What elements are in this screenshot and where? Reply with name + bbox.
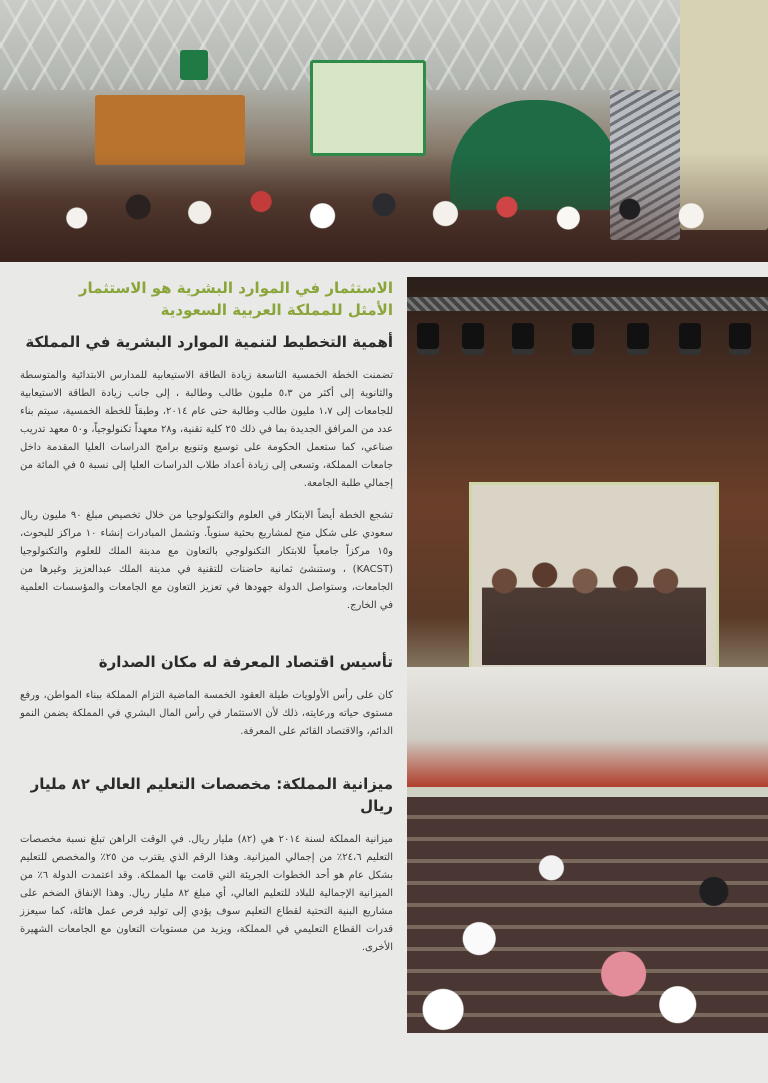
stage-light-icon <box>627 323 649 349</box>
conference-panel-photo <box>407 277 768 1033</box>
booth-center <box>310 60 426 156</box>
visitors-crowd <box>0 152 768 262</box>
exhibition-hall-photo <box>0 0 768 262</box>
lighting-rig <box>407 297 768 311</box>
section-paragraph: تشجع الخطة أيضاً الابتكار في العلوم والتكنولوجيا من خلال تخصيص مبلغ ٩٠ مليون ريال سعودي على شكل منح لمشاريع بحثية سنوياً. وتشمل المبادرات إنشاء ١٠ مراكز للبحوث، و١٥ مركزاً جامعياً للابتكار التكنولوجي بالتعاون مع مدينة الملك للعلوم والتكنولوجيا (KACST) ، وستنشئ ثمانية حاضنات للتقنية في مدينة الملك عبدالعزيز وغيرها من الجامعات، وستواصل الدولة جهودها في تعزيز التعاون مع الجامعات والمؤسسات العلمية في الخارج. <box>20 510 393 611</box>
stage-light-icon <box>729 323 751 349</box>
audience-members <box>407 797 768 1033</box>
stage-light-icon <box>462 323 484 349</box>
section-paragraph: كان على رأس الأولويات طيلة العقود الخمسة الماضية التزام المملكة ببناء المواطن، ورفع مستوى حياته ورعايته، ذلك لأن الاستثمار في رأس المال البشري في المملكة يضمن النمو الدائم، والاقتصاد القائم على المعرفة. <box>20 690 393 737</box>
panel-stage <box>407 667 768 787</box>
screen-group-photo <box>482 545 706 665</box>
section-heading-knowledge-economy: تأسيس اقتصاد المعرفة له مكان الصدارة <box>98 653 393 671</box>
main-title-line-1: الاستثمار في الموارد البشرية هو الاستثمار <box>78 279 393 297</box>
article-main-title <box>20 277 393 321</box>
stage-light-icon <box>679 323 701 349</box>
main-title-line-2: الأمثل للمملكة العربية السعودية <box>160 301 393 319</box>
section-paragraph: تضمنت الخطة الخمسية التاسعة زيادة الطاقة الاستيعابية للمدارس الابتدائية والمتوسطة والثانوية إلى أكثر من ٥،٣ مليون طالب وطالبة ، إلى جانب زيادة الطاقة الاستيعابية للجامعات إلى ١،٧ مليون طالب وطالبة حتى عام ٢٠١٤، وطبقاً للخطة الخمسية، سيتم بناء عدد من المرافق الجديدة بما في ذلك ٢٥ كلية تقنية، و٢٨ معهداً تكنولوجياً، و٥٠ معهد تدريب صناعي، كما ستعمل الحكومة على توسيع وتنويع برامج الدراسات العليا المقدمة داخل جامعات المملكة، وتسعى إلى زيادة أعداد طلاب الدراسات العليا إلى نسبة ٥ في المائة من إجمالي طلبة الجامعة. <box>20 370 393 489</box>
section-heading-budget: ميزانية المملكة: مخصصات التعليم العالي ٨٢ مليار ريال <box>30 775 393 815</box>
booth-green-left <box>180 50 208 80</box>
stage-light-icon <box>512 323 534 349</box>
article-column <box>20 277 393 971</box>
stage-light-icon <box>417 323 439 349</box>
section-paragraph: ميزانية المملكة لسنة ٢٠١٤ هي (٨٢) مليار ريال. في الوقت الراهن تبلغ نسبة مخصصات التعليم ٢٤،٦٪ من إجمالي الميزانية. وهذا الرقم الذي يقترب من ٢٥٪ والمخصص للتعليم بشكل عام هو أحد الخطوات الجريئة التي قامت بها المملكة. وقد اعتمدت الدولة ٦٪ من الميزانية الإجمالية للبلاد للتعليم العالي، أي مبلغ ٨٢ مليار ريال. وهذا الإنفاق الضخم على مشاريع البنية التحتية لقطاع التعليم سوف يؤدي إلى توليد فرص عمل هائلة، كما سيعزز قدرات القطاع التعليمي في المملكة، ويزيد من مستويات التعاون مع الجامعات الشهيرة الأخرى. <box>20 834 394 953</box>
stage-light-icon <box>572 323 594 349</box>
section-heading-hr-planning: أهمية التخطيط لتنمية الموارد البشرية في المملكة <box>25 333 393 351</box>
projection-screen <box>469 482 719 673</box>
